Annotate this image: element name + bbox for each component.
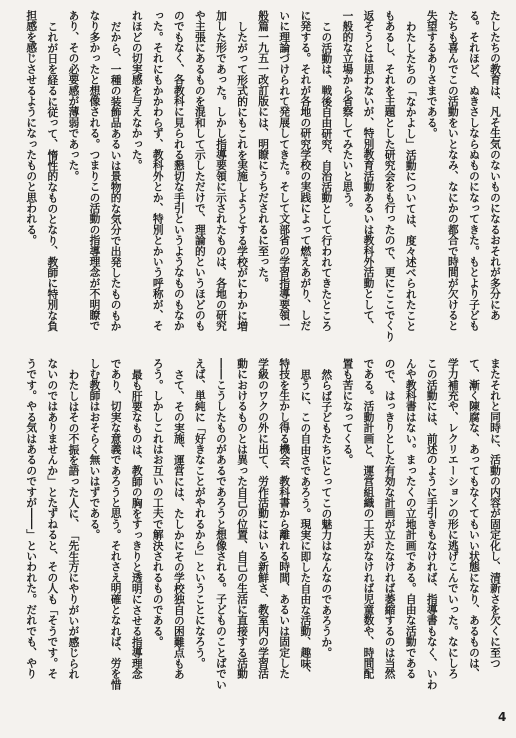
text-column: なり多かったと想像される。つまりこの活動の指導理念が不明瞭で (88, 10, 102, 331)
text-column: またそれと同時に、活動の内容が固定化し、清新さを欠くに至つ (489, 358, 502, 669)
text-column: もあるし、それを主題とした研究会をも行ったので、更にここでくり (383, 10, 397, 342)
text-column: あり、その必要感が薄弱であった。 (67, 10, 81, 182)
text-column: れほどの切実感を与えなかった。 (130, 10, 144, 171)
text-column: 加した形であった。しかし指導要領に示されたものは、各地の研究 (214, 10, 228, 331)
text-column: や主張にあるものを混和して示しただけで、理論的というほどのも (193, 10, 207, 331)
text-column: これが日を経るに従って、惰性的なものとなり、教師に特別な負 (46, 20, 60, 331)
text-column: に発する。それが各地の研究学校の実践によって燃えあがり、しだ (299, 10, 313, 331)
text-column: 学級のワクの外に出て、労作活動にはいる新鮮さ、教室内の学習活 (257, 358, 271, 679)
text-column: だから、一種の装飾品あるいは景物的な気分で出発したものもか (109, 20, 123, 331)
text-column: ろう。しかしこれはお互いの工夫で解決されるものである。 (151, 358, 165, 647)
text-column: んや教科書はない。まったくの立地計画である。自由な活動である (404, 358, 418, 679)
text-column: ――こうしたものがあるであろうと想像される。子どものことばでい (214, 358, 228, 690)
text-column: ので、はっきりとした有効な計画が立たなければ萎縮するのは当然 (383, 358, 397, 679)
text-column: えば、単純に「好きなことがやれるから」ということになろう。 (193, 358, 207, 669)
text-column: 最も肝要なものは、教師の胸をすっきりと透明にさせる指導理念 (130, 368, 144, 679)
text-column: たちも喜んでこの活動をいとなみ、なにかの都合で時間が欠けると (446, 10, 460, 331)
text-column: さて、その実施、運営には、たしかにその学校独自の困難点もあ (172, 368, 186, 679)
text-column: 担感を感じさせるようになったものと思われる。 (25, 10, 39, 246)
text-column: 置も苦になってくる。 (341, 358, 355, 465)
text-column: った。それにもかかわらず、教科外とか、特別とかいう呼称が、そ (151, 10, 165, 331)
text-column: る。それほど、ぬきさしならぬものになってきた。もとより子ども (467, 10, 481, 331)
text-column: この活動には、前述のように手引きもなければ、指導書もなく、いわ (425, 358, 439, 690)
text-column: のでもなく、各教科に見られる懇切な手引というようなものもなか (172, 10, 186, 331)
text-column: したがって形式的にもこれを実施しようとする学校がにわかに増 (236, 20, 250, 331)
text-column: うです。やる気はあるのですが――」といわれた。だれでも、やり (25, 358, 39, 679)
page-number: 4 (498, 710, 507, 724)
text-column: 一般的な立場から省察してみたいと思う。 (341, 10, 355, 214)
text-column: いに理論づけられて発展してきた。そして文部省の学習指導要領一 (278, 10, 292, 331)
text-column: 然らば子どもたちにとってこの魅力はなんなのであろうか。 (320, 368, 334, 658)
text-column: 特技を生かし得る機会、教科書から離れる時間、あるいは固定した (278, 358, 292, 679)
text-column: しむ教師はおそらく無いはずである。 (88, 358, 102, 540)
text-column: たしたちの教育は、凡そ生気のないものになるおそれが多分にあ (489, 10, 502, 321)
text-column: である。活動計画と、運営組織の工夫がなければ児童数や、時間配 (362, 358, 376, 679)
text-block-top (21, 10, 506, 350)
text-column: 般篇一九五一改訂版には、明瞭にうちだされるに至った。 (257, 10, 271, 289)
text-column: ないのではありませんか」とたずねると、その人も「そうです。そ (46, 358, 60, 679)
text-column: 失望するありさまである。 (425, 10, 439, 139)
text-column: であり、切実な意義であろうと思う。それさえ明確となれば、労を惜 (109, 358, 123, 690)
text-column: 返そうとは思わないが、特別教育活動あるいは教科外活動として、 (362, 10, 376, 331)
text-block-bottom (21, 358, 506, 703)
text-column: この活動は、戦後自由研究、自治活動として行われてきたところ (320, 20, 334, 331)
text-column: 動におけるものとは異った自己の位置、自己の生活に直接する活動 (236, 358, 250, 679)
text-column: わたしたちの「なかよし」活動については、度々述べられたこと (404, 20, 418, 331)
text-column: 思うに、この自由さであろう。現実に即した自由な活動、趣味、 (299, 368, 313, 679)
text-column: 学力補充や、レクリエーションの形に逃げこんでいった。なにしろ (446, 358, 460, 679)
text-column: わたしはその不振を語った人に、「先生方にやりがいが感じられ (67, 368, 81, 679)
text-column: て、漸く陳腐な、あってもなくてもいい状態になり、あるものは、 (467, 358, 481, 679)
